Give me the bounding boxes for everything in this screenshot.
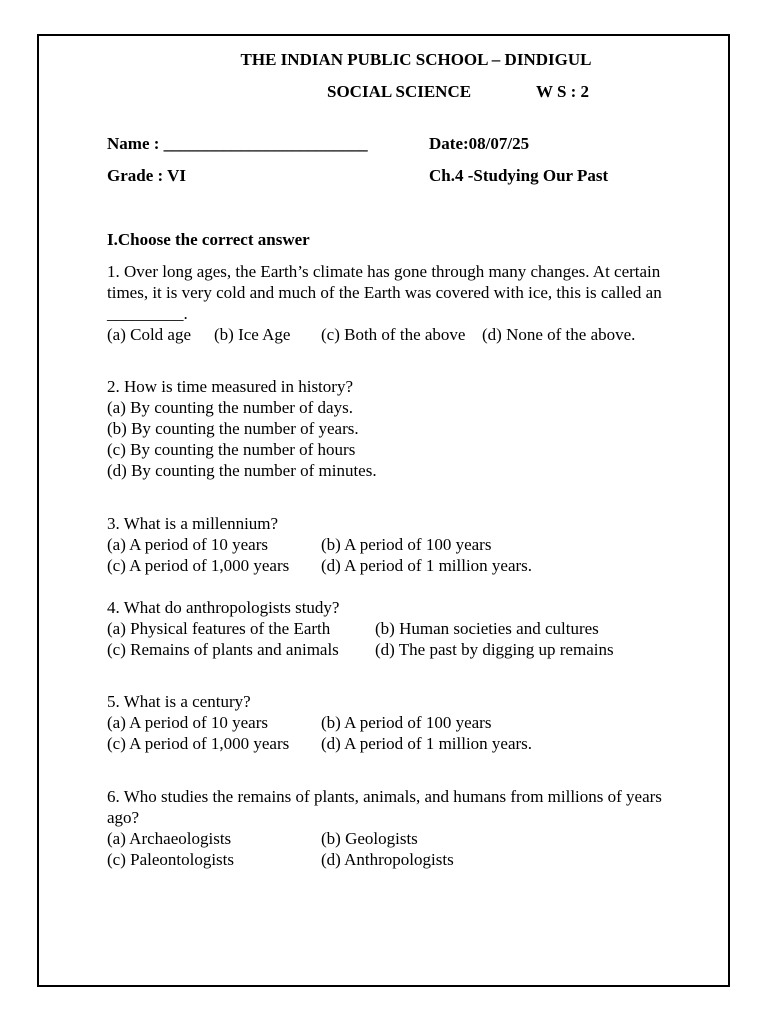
question-6 bbox=[107, 786, 667, 870]
subject-label: SOCIAL SCIENCE bbox=[327, 82, 472, 101]
option-a: (a) By counting the number of days. bbox=[107, 398, 353, 417]
school-title: THE INDIAN PUBLIC SCHOOL – DINDIGUL bbox=[240, 50, 592, 69]
option-a: (a) A period of 10 years bbox=[107, 535, 268, 554]
question-4-text: 4. What do anthropologists study? bbox=[107, 598, 340, 617]
question-5 bbox=[107, 691, 533, 754]
question-4-options-row-1 bbox=[107, 618, 599, 639]
question-5-text: 5. What is a century? bbox=[107, 692, 251, 711]
option-c: (c) Remains of plants and animals bbox=[107, 640, 339, 659]
chapter-label: Ch.4 -Studying Our Past bbox=[429, 166, 609, 185]
question-3 bbox=[107, 513, 533, 576]
option-c: (c) Both of the above bbox=[321, 325, 466, 344]
option-d: (d) The past by digging up remains bbox=[375, 640, 614, 659]
option-d: (d) A period of 1 million years. bbox=[321, 556, 533, 575]
option-b: (b) Human societies and cultures bbox=[375, 619, 599, 638]
option-d: (d) Anthropologists bbox=[321, 850, 454, 869]
worksheet-number: W S : 2 bbox=[536, 82, 590, 101]
option-b: (b) Ice Age bbox=[214, 325, 291, 344]
section-heading: I.Choose the correct answer bbox=[107, 230, 310, 249]
option-c: (c) A period of 1,000 years bbox=[107, 734, 290, 753]
question-6-options-row-2 bbox=[107, 849, 667, 870]
option-a: (a) Archaeologists bbox=[107, 829, 232, 848]
option-d: (d) None of the above. bbox=[482, 325, 636, 344]
question-3-options-row-2 bbox=[107, 555, 533, 576]
option-d: (d) A period of 1 million years. bbox=[321, 734, 533, 753]
option-c: (c) Paleontologists bbox=[107, 850, 235, 869]
grade-label: Grade : VI bbox=[107, 166, 187, 185]
option-a: (a) Physical features of the Earth bbox=[107, 619, 331, 638]
question-1-options bbox=[107, 324, 667, 345]
option-a: (a) Cold age bbox=[107, 325, 192, 344]
option-b: (b) By counting the number of years. bbox=[107, 419, 359, 438]
option-a: (a) A period of 10 years bbox=[107, 713, 268, 732]
question-5-options-row-2 bbox=[107, 733, 533, 754]
option-b: (b) Geologists bbox=[321, 829, 418, 848]
question-2-text: 2. How is time measured in history? bbox=[107, 377, 353, 396]
question-1 bbox=[107, 261, 667, 345]
option-b: (b) A period of 100 years bbox=[321, 713, 492, 732]
question-2 bbox=[107, 376, 377, 481]
question-1-text: 1. Over long ages, the Earth’s climate has gone through many changes. At certain times, it is very cold and much of the Earth was covered with ice, this is called an _________. bbox=[107, 262, 662, 323]
question-6-text: 6. Who studies the remains of plants, animals, and humans from millions of years ago? bbox=[107, 787, 662, 827]
question-3-options-row-1 bbox=[107, 534, 492, 555]
option-c: (c) By counting the number of hours bbox=[107, 440, 356, 459]
option-d: (d) By counting the number of minutes. bbox=[107, 461, 377, 480]
question-3-text: 3. What is a millennium? bbox=[107, 514, 279, 533]
question-4-options-row-2 bbox=[107, 639, 614, 660]
option-c: (c) A period of 1,000 years bbox=[107, 556, 290, 575]
question-5-options-row-1 bbox=[107, 712, 492, 733]
question-4 bbox=[107, 597, 614, 660]
question-6-options-row-1 bbox=[107, 828, 667, 849]
name-field-label: Name : ________________________ bbox=[107, 134, 368, 153]
option-b: (b) A period of 100 years bbox=[321, 535, 492, 554]
date-label: Date:08/07/25 bbox=[429, 134, 530, 153]
